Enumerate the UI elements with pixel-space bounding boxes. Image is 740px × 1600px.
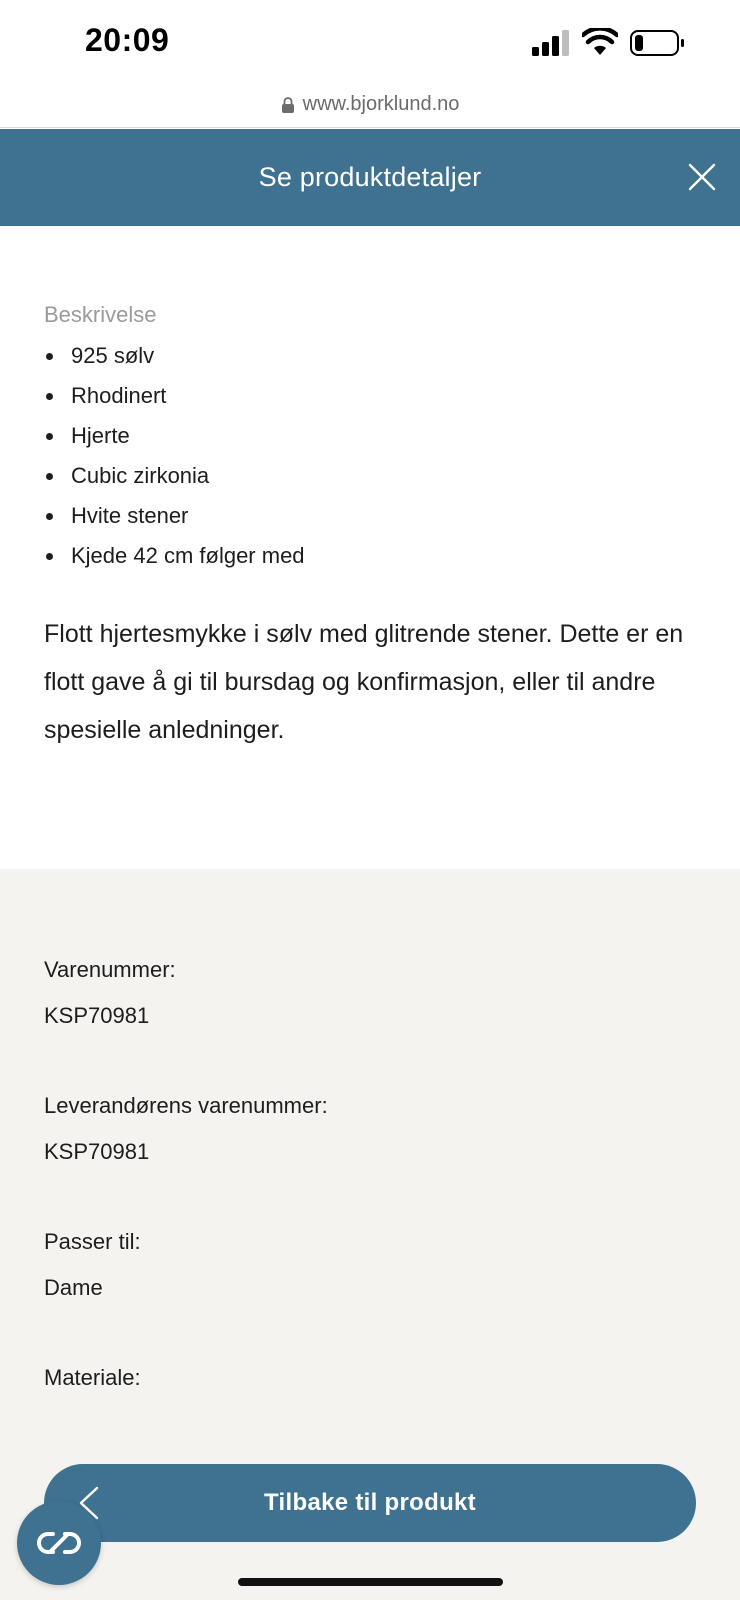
modal-header [0,129,740,226]
description-bullets [44,338,696,578]
bullet-item: Hvite stener [44,498,696,538]
bullet-item: Cubic zirkonia [44,458,696,498]
spec-label: Passer til: [44,1229,141,1254]
spec-value: KSP70981 [44,1139,150,1164]
spec-item-supplier-number [44,1083,696,1175]
description-section [0,226,740,869]
back-to-product-button[interactable] [44,1464,696,1542]
spec-value: KSP70981 [44,1003,150,1028]
wifi-icon [582,28,618,56]
description-label: Beskrivelse [44,302,157,327]
back-to-product-label: Tilbake til produkt [264,1489,476,1516]
cellular-signal-icon [532,30,572,56]
page-title: Se produktdetaljer [258,162,482,192]
close-icon[interactable] [686,161,718,193]
bullet-item: Kjede 42 cm følger med [44,538,696,578]
spec-label: Materiale: [44,1365,141,1390]
bullet-item: 925 sølv [44,338,696,378]
bullet-item: Hjerte [44,418,696,458]
lock-icon [281,97,295,113]
browser-url: www.bjorklund.no [302,93,460,115]
home-indicator [238,1578,503,1586]
spec-item-fits [44,1219,696,1311]
description-paragraph: Flott hjertesmykke i sølv med glitrende stener. Dette er en flott gave å gi til bursdag og konfirmasjon, eller til andre spesielle anledninger. [44,620,684,744]
status-time: 20:09 [85,22,170,58]
status-bar [0,0,740,82]
battery-icon [630,30,686,56]
spec-label: Varenummer: [44,957,176,982]
spec-value: Dame [44,1275,103,1300]
spec-item-item-number [44,947,696,1039]
spec-item-material [44,1355,696,1401]
browser-url-bar[interactable] [0,82,740,128]
bullet-item: Rhodinert [44,378,696,418]
spec-label: Leverandørens varenummer: [44,1093,328,1118]
chat-button[interactable] [17,1501,101,1585]
chat-icon [36,1528,82,1558]
